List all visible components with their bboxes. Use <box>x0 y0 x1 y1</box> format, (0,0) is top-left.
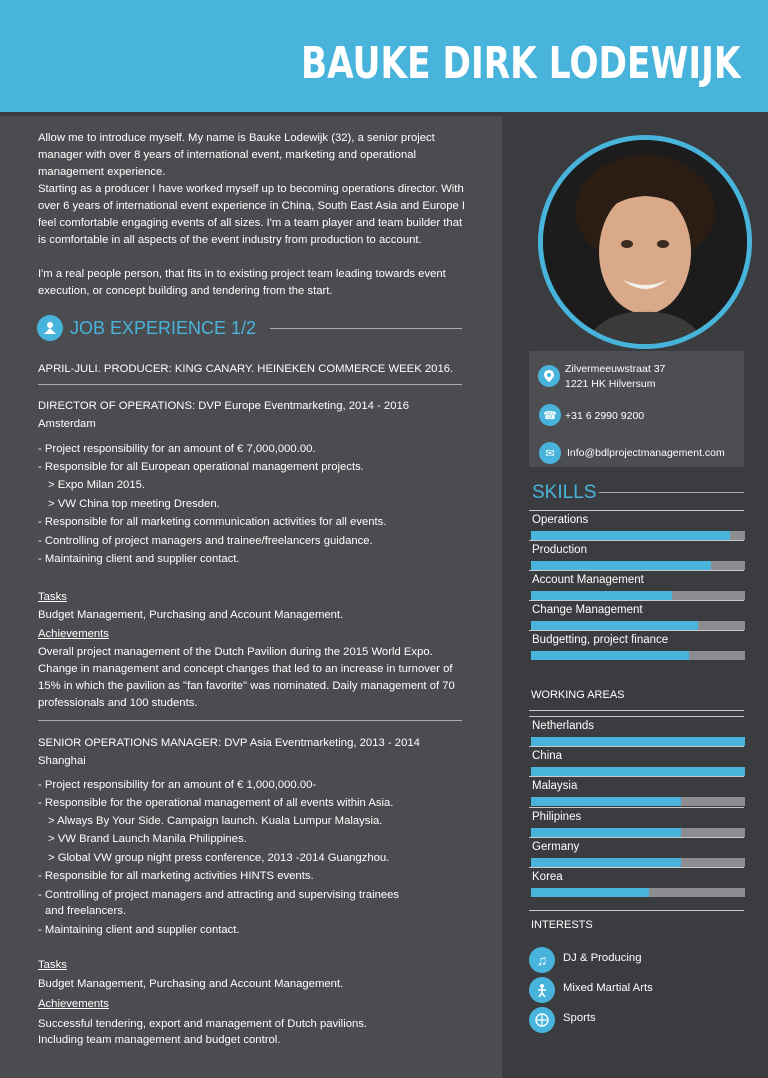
divider <box>529 540 744 541</box>
job1-bullet: - Responsible for all European operational management projects. <box>38 461 364 473</box>
skills-title: SKILLS <box>532 482 597 503</box>
job2-sub-bullet: > Always By Your Side. Campaign launch. Kuala Lumpur Malaysia. <box>48 815 383 827</box>
job1-sub-bullet: > Expo Milan 2015. <box>48 479 146 491</box>
full-name: BAUKE DIRK LODEWIJK <box>300 38 740 89</box>
location-pin-icon <box>538 365 560 387</box>
address-line: Zilvermeeuwstraat 37 <box>565 363 666 375</box>
intro-paragraph-3: I'm a real people person, that fits in to existing project team leading towards event execution, or concept building and tendering from the start. <box>38 268 446 297</box>
working-area-bar-fill <box>531 797 681 806</box>
interest-label: Sports <box>563 1012 596 1024</box>
divider <box>529 910 744 911</box>
working-area-bar-fill <box>531 767 745 776</box>
working-areas-title: WORKING AREAS <box>531 689 625 701</box>
divider <box>529 776 744 777</box>
job1-bullet: - Project responsibility for an amount of € 7,000,000.00. <box>38 443 316 455</box>
job2-tasks: Budget Management, Purchasing and Account Management. <box>38 978 344 990</box>
working-area-label: Philipines <box>532 810 582 823</box>
intro-paragraph-1: Allow me to introduce myself. My name is Bauke Lodewijk (32), a senior project manager with over 8 years of international event, marketing and operational management experience. <box>38 132 435 178</box>
job2-bullet: - Controlling of project managers and attracting and supervising trainees <box>38 889 400 901</box>
phone-number[interactable]: +31 6 2990 9200 <box>565 410 645 422</box>
divider <box>529 746 744 747</box>
email-icon: ✉ <box>539 442 561 464</box>
job2-bullet: - Responsible for the operational management of all events within Asia. <box>38 797 394 809</box>
working-area-label: Malaysia <box>532 780 578 793</box>
working-area-bar <box>531 737 745 746</box>
job2-bullet: - Project responsibility for an amount of € 1,000,000.00- <box>38 779 317 791</box>
email-address[interactable]: Info@bdlprojectmanagement.com <box>567 447 725 459</box>
skill-bar <box>531 651 745 660</box>
working-area-label: China <box>532 750 563 763</box>
job1-location: Amsterdam <box>38 418 96 430</box>
working-area-bar-fill <box>531 888 649 897</box>
job2-sub-bullet: > VW Brand Launch Manila Philippines. <box>48 833 247 845</box>
working-area-bar <box>531 828 745 837</box>
section-divider <box>599 492 744 493</box>
working-area-label: Germany <box>532 840 580 853</box>
skill-label: Account Management <box>532 574 644 586</box>
job2-sub-bullet: > Global VW group night press conference, 2013 -2014 Guangzhou. <box>48 852 390 864</box>
divider <box>529 716 744 717</box>
skill-bar <box>531 561 745 570</box>
job1-tasks-label: Tasks <box>38 591 67 603</box>
skill-bar-fill <box>531 561 711 570</box>
divider <box>529 570 744 571</box>
job1-bullet: - Maintaining client and supplier contact. <box>38 553 240 565</box>
job-experience-title: JOB EXPERIENCE 1/2 <box>70 318 257 338</box>
working-area-bar <box>531 888 745 897</box>
skill-label: Operations <box>532 514 589 526</box>
section-divider <box>270 328 462 329</box>
skill-bar-fill <box>531 651 689 660</box>
working-area-label: Korea <box>532 871 563 883</box>
phone-icon: ☎ <box>539 404 561 426</box>
divider <box>529 630 744 631</box>
job2-title: SENIOR OPERATIONS MANAGER: DVP Asia Eventmarketing, 2013 - 2014 <box>38 737 420 749</box>
job1-title: DIRECTOR OF OPERATIONS: DVP Europe Eventmarketing, 2014 - 2016 <box>38 400 410 412</box>
address-line: 1221 HK Hilversum <box>565 378 656 390</box>
job1-bullet: - Responsible for all marketing communication activities for all events. <box>38 516 387 528</box>
divider <box>38 384 462 385</box>
header-banner <box>0 0 768 116</box>
divider <box>529 510 744 511</box>
music-icon: ♫ <box>529 947 555 973</box>
working-area-bar <box>531 797 745 806</box>
skill-bar <box>531 591 745 600</box>
martial-arts-icon <box>529 977 555 1003</box>
job2-achievements-label: Achievements <box>38 998 109 1010</box>
interests-title: INTERESTS <box>531 919 593 931</box>
sports-icon <box>529 1007 555 1033</box>
producer-line: APRIL-JULI. PRODUCER: KING CANARY. HEINEKEN COMMERCE WEEK 2016. <box>38 363 454 375</box>
intro-paragraph-2: Starting as a producer I have worked myself up to becoming operations director. With over 6 years of international event experience in China, South East Asia and Europe I feel comfortable engaging events of all sizes. I'm a team player and team builder that is comfortable in all aspects of the event industry from production to account. <box>38 183 466 246</box>
divider <box>529 807 744 808</box>
job1-achievements: Overall project management of the Dutch Pavilion during the 2015 World Expo. Change in management and concept changes that led to an increase in turnover of 15% in which the pavilion as "fan favorite" was nominated. Daily management of 70 professionals and 100 students. <box>38 646 455 709</box>
profile-photo <box>538 135 752 349</box>
job1-tasks: Budget Management, Purchasing and Account Management. <box>38 609 344 621</box>
job2-achievements-line: Including team management and budget control. <box>38 1034 281 1046</box>
working-area-bar <box>531 767 745 776</box>
working-area-bar <box>531 858 745 867</box>
skill-bar-fill <box>531 621 698 630</box>
skill-label: Change Management <box>532 604 643 616</box>
working-area-bar-fill <box>531 858 681 867</box>
job2-achievements-line: Successful tendering, export and management of Dutch pavilions. <box>38 1018 368 1030</box>
job2-tasks-label: Tasks <box>38 959 67 971</box>
job2-bullet: - Responsible for all marketing activities HINTS events. <box>38 870 314 882</box>
interest-label: Mixed Martial Arts <box>563 982 653 994</box>
skill-bar <box>531 621 745 630</box>
skill-label: Budgetting, project finance <box>532 634 669 646</box>
divider <box>529 837 744 838</box>
working-area-label: Netherlands <box>532 720 595 732</box>
divider <box>529 867 744 868</box>
divider <box>529 710 744 711</box>
job2-bullet: - Maintaining client and supplier contact. <box>38 924 240 936</box>
person-icon <box>37 315 63 341</box>
job2-bullet-cont: and freelancers. <box>45 905 127 917</box>
divider <box>38 720 462 721</box>
job1-achievements-label: Achievements <box>38 628 109 640</box>
job2-location: Shanghai <box>38 755 86 767</box>
skill-bar <box>531 531 745 540</box>
skill-bar-fill <box>531 591 672 600</box>
working-area-bar-fill <box>531 737 745 746</box>
job1-bullet: - Controlling of project managers and trainee/freelancers guidance. <box>38 535 373 547</box>
working-area-bar-fill <box>531 828 681 837</box>
skill-label: Production <box>532 544 587 556</box>
skill-bar-fill <box>531 531 730 540</box>
job1-sub-bullet: > VW China top meeting Dresden. <box>48 498 220 510</box>
divider <box>529 600 744 601</box>
interest-label: DJ & Producing <box>563 952 642 964</box>
